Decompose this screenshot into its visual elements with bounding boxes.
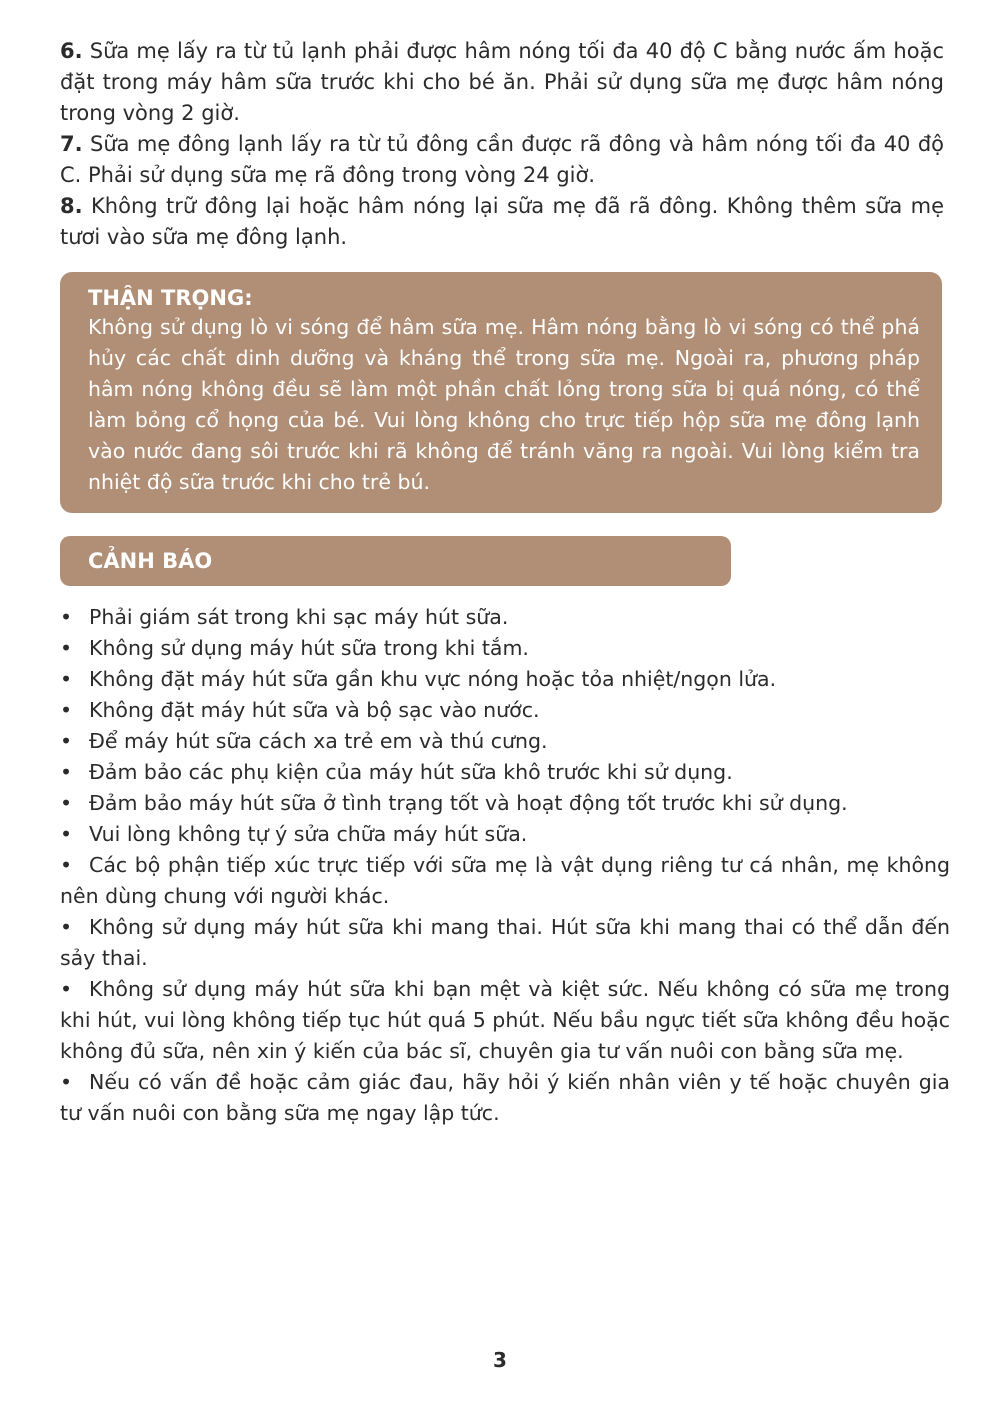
list-item bbox=[60, 788, 950, 819]
step-7 bbox=[60, 129, 944, 191]
list-item-text: Đảm bảo máy hút sữa ở tình trạng tốt và hoạt động tốt trước khi sử dụng. bbox=[89, 791, 848, 815]
list-item bbox=[60, 757, 950, 788]
caution-title: THẬN TRỌNG: bbox=[88, 286, 253, 310]
list-item-text: Nếu có vấn đề hoặc cảm giác đau, hãy hỏi ý kiến nhân viên y tế hoặc chuyên gia tư vấn nuôi con bằng sữa mẹ ngay lập tức. bbox=[60, 1070, 950, 1125]
step-6 bbox=[60, 36, 944, 129]
bullet-icon: • bbox=[60, 822, 73, 846]
list-item bbox=[60, 633, 950, 664]
caution-body: Không sử dụng lò vi sóng để hâm sữa mẹ. Hâm nóng bằng lò vi sóng có thể phá hủy các chất dinh dưỡng và kháng thể trong sữa mẹ. Ngoài ra, phương pháp hâm nóng không đều sẽ làm một phần chất lỏng trong sữa bị quá nóng, có thể làm bỏng cổ họng của bé. Vui lòng không cho trực tiếp hộp sữa mẹ đông lạnh vào nước đang sôi trước khi rã không để tránh văng ra ngoài. Vui lòng kiểm tra nhiệt độ sữa trước khi cho trẻ bú. bbox=[88, 315, 920, 494]
list-item bbox=[60, 974, 950, 1067]
list-item-text: Để máy hút sữa cách xa trẻ em và thú cưng. bbox=[89, 729, 548, 753]
bullet-icon: • bbox=[60, 915, 73, 939]
page-number: 3 bbox=[493, 1348, 507, 1372]
list-item-text: Không sử dụng máy hút sữa khi mang thai. Hút sữa khi mang thai có thể dẫn đến sảy thai. bbox=[60, 915, 950, 970]
list-item bbox=[60, 1067, 950, 1129]
step-text: Sữa mẹ lấy ra từ tủ lạnh phải được hâm nóng tối đa 40 độ C bằng nước ấm hoặc đặt trong máy hâm sữa trước khi cho bé ăn. Phải sử dụng sữa mẹ được hâm nóng trong vòng 2 giờ. bbox=[60, 39, 944, 125]
bullet-icon: • bbox=[60, 760, 73, 784]
step-text: Sữa mẹ đông lạnh lấy ra từ tủ đông cần được rã đông và hâm nóng tối đa 40 độ C. Phải sử dụng sữa mẹ rã đông trong vòng 24 giờ. bbox=[60, 132, 944, 187]
list-item-text: Các bộ phận tiếp xúc trực tiếp với sữa mẹ là vật dụng riêng tư cá nhân, mẹ không nên dùng chung với người khác. bbox=[60, 853, 950, 908]
list-item-text: Vui lòng không tự ý sửa chữa máy hút sữa. bbox=[89, 822, 528, 846]
list-item-text: Không sử dụng máy hút sữa trong khi tắm. bbox=[89, 636, 529, 660]
bullet-icon: • bbox=[60, 1070, 73, 1094]
list-item bbox=[60, 695, 950, 726]
list-item-text: Không đặt máy hút sữa gần khu vực nóng hoặc tỏa nhiệt/ngọn lửa. bbox=[89, 667, 777, 691]
bullet-icon: • bbox=[60, 667, 73, 691]
bullet-icon: • bbox=[60, 605, 73, 629]
list-item bbox=[60, 664, 950, 695]
warning-header: CẢNH BÁO bbox=[60, 536, 731, 586]
list-item bbox=[60, 819, 950, 850]
caution-box bbox=[60, 272, 942, 513]
step-number: 8. bbox=[60, 194, 83, 218]
list-item bbox=[60, 726, 950, 757]
warning-list bbox=[60, 602, 950, 1129]
list-item bbox=[60, 602, 950, 633]
bullet-icon: • bbox=[60, 636, 73, 660]
numbered-instructions bbox=[60, 36, 944, 253]
step-number: 6. bbox=[60, 39, 83, 63]
list-item-text: Đảm bảo các phụ kiện của máy hút sữa khô trước khi sử dụng. bbox=[89, 760, 733, 784]
list-item-text: Không sử dụng máy hút sữa khi bạn mệt và kiệt sức. Nếu không có sữa mẹ trong khi hút, vui lòng không tiếp tục hút quá 5 phút. Nếu bầu ngực tiết sữa không đều hoặc không đủ sữa, nên xin ý kiến của bác sĩ, chuyên gia tư vấn nuôi con bằng sữa mẹ. bbox=[60, 977, 950, 1063]
list-item bbox=[60, 912, 950, 974]
step-number: 7. bbox=[60, 132, 83, 156]
step-8 bbox=[60, 191, 944, 253]
bullet-icon: • bbox=[60, 698, 73, 722]
list-item-text: Không đặt máy hút sữa và bộ sạc vào nước. bbox=[89, 698, 540, 722]
bullet-icon: • bbox=[60, 791, 73, 815]
step-text: Không trữ đông lại hoặc hâm nóng lại sữa mẹ đã rã đông. Không thêm sữa mẹ tươi vào sữa mẹ đông lạnh. bbox=[60, 194, 944, 249]
bullet-icon: • bbox=[60, 853, 73, 877]
bullet-icon: • bbox=[60, 729, 73, 753]
list-item bbox=[60, 850, 950, 912]
list-item-text: Phải giám sát trong khi sạc máy hút sữa. bbox=[89, 605, 509, 629]
bullet-icon: • bbox=[60, 977, 73, 1001]
